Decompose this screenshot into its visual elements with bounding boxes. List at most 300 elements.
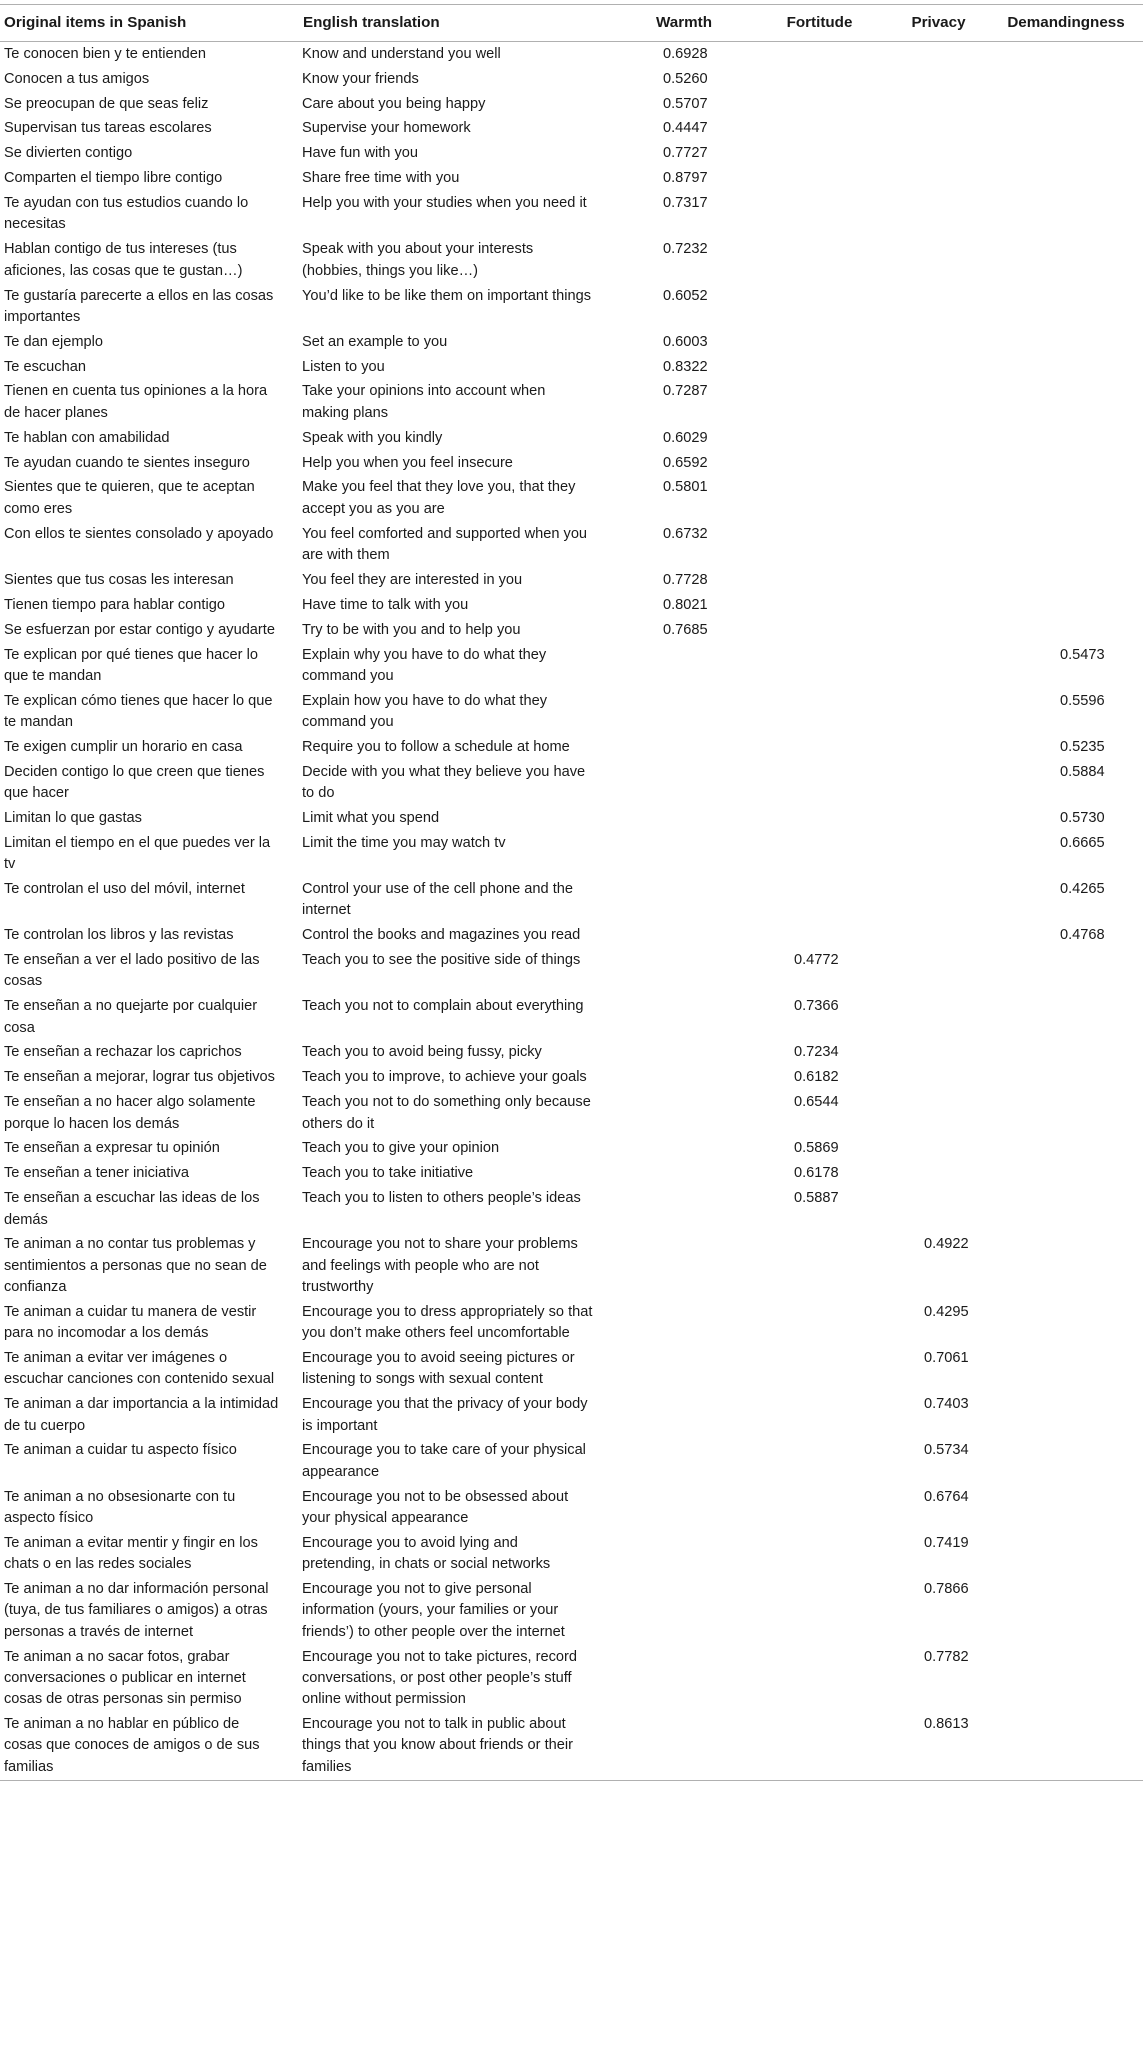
cell-spanish: Te enseñan a rechazar los caprichos bbox=[4, 1044, 242, 1061]
cell-demandingness bbox=[989, 355, 1143, 380]
cell-demandingness bbox=[989, 476, 1143, 522]
cell-fortitude bbox=[751, 426, 888, 451]
cell-spanish: Te enseñan a expresar tu opinión bbox=[4, 1140, 220, 1157]
cell-privacy bbox=[888, 1346, 989, 1392]
cell-demandingness bbox=[989, 593, 1143, 618]
cell-spanish: Te enseñan a mejorar, lograr tus objetivos bbox=[4, 1069, 275, 1086]
cell-privacy bbox=[888, 238, 989, 284]
cell-warmth bbox=[617, 1645, 751, 1712]
cell-spanish: Comparten el tiempo libre contigo bbox=[4, 170, 223, 187]
cell-spanish: Te hablan con amabilidad bbox=[4, 429, 170, 446]
table-row bbox=[0, 1531, 1143, 1577]
cell-demandingness bbox=[989, 877, 1143, 923]
cell-demandingness bbox=[989, 522, 1143, 568]
table-row bbox=[0, 117, 1143, 142]
cell-fortitude bbox=[751, 380, 888, 426]
cell-warmth-value: 0.5707 bbox=[663, 95, 708, 112]
cell-fortitude bbox=[751, 831, 888, 877]
table-row bbox=[0, 142, 1143, 167]
cell-privacy bbox=[888, 877, 989, 923]
cell-warmth-value: 0.7287 bbox=[663, 383, 708, 400]
cell-demandingness bbox=[989, 948, 1143, 994]
cell-demandingness bbox=[989, 1485, 1143, 1531]
cell-spanish: Te animan a no hablar en público de cosas que conoces de amigos o de sus familias bbox=[4, 1716, 260, 1775]
cell-fortitude bbox=[751, 806, 888, 831]
cell-english: Care about you being happy bbox=[302, 95, 486, 112]
table-row bbox=[0, 568, 1143, 593]
header-spanish: Original items in Spanish bbox=[4, 14, 187, 31]
cell-warmth bbox=[617, 67, 751, 92]
cell-privacy-value: 0.7782 bbox=[924, 1648, 969, 1665]
cell-demandingness bbox=[989, 1577, 1143, 1644]
cell-english: Teach you to improve, to achieve your goals bbox=[302, 1069, 587, 1086]
cell-fortitude bbox=[751, 1485, 888, 1531]
cell-fortitude bbox=[751, 92, 888, 117]
cell-privacy-value: 0.7061 bbox=[924, 1350, 969, 1367]
cell-fortitude bbox=[751, 42, 888, 67]
cell-english: You feel they are interested in you bbox=[302, 571, 523, 588]
table-row bbox=[0, 476, 1143, 522]
cell-demandingness-value: 0.5730 bbox=[1060, 809, 1105, 826]
cell-demandingness bbox=[989, 166, 1143, 191]
cell-english: Encourage you not to give personal information (yours, your families or your friends’) to other people over the internet bbox=[302, 1581, 565, 1640]
table-row bbox=[0, 1162, 1143, 1187]
cell-warmth bbox=[617, 618, 751, 643]
cell-warmth bbox=[617, 1137, 751, 1162]
cell-warmth-value: 0.5801 bbox=[663, 479, 708, 496]
cell-english: Help you with your studies when you need it bbox=[302, 195, 587, 212]
cell-privacy bbox=[888, 760, 989, 806]
cell-english: Supervise your homework bbox=[302, 120, 471, 137]
cell-warmth bbox=[617, 42, 751, 67]
cell-english: Encourage you not to share your problems and feelings with people who are not trustworthy bbox=[302, 1236, 578, 1296]
cell-demandingness bbox=[989, 1090, 1143, 1136]
cell-demandingness-value: 0.4265 bbox=[1060, 881, 1105, 898]
cell-english: Decide with you what they believe you have to do bbox=[302, 763, 586, 802]
cell-spanish: Se esfuerzan por estar contigo y ayudarte bbox=[4, 621, 275, 638]
cell-fortitude bbox=[751, 995, 888, 1041]
cell-warmth bbox=[617, 330, 751, 355]
cell-spanish: Te enseñan a no quejarte por cualquier cosa bbox=[4, 998, 258, 1036]
cell-fortitude-value: 0.4772 bbox=[794, 952, 839, 969]
cell-privacy bbox=[888, 1392, 989, 1438]
cell-spanish: Con ellos te sientes consolado y apoyado bbox=[4, 525, 274, 542]
cell-warmth bbox=[617, 1439, 751, 1485]
cell-english: Help you when you feel insecure bbox=[302, 454, 513, 471]
cell-warmth bbox=[617, 1392, 751, 1438]
cell-privacy bbox=[888, 643, 989, 689]
cell-fortitude bbox=[751, 1066, 888, 1091]
cell-privacy bbox=[888, 355, 989, 380]
header-warmth: Warmth bbox=[656, 14, 712, 31]
factor-loadings-table bbox=[0, 4, 1143, 1781]
cell-fortitude bbox=[751, 1439, 888, 1485]
cell-fortitude bbox=[751, 166, 888, 191]
cell-spanish: Te animan a evitar mentir y fingir en los chats o en las redes sociales bbox=[4, 1534, 258, 1573]
cell-fortitude bbox=[751, 1712, 888, 1780]
cell-fortitude bbox=[751, 877, 888, 923]
cell-privacy-value: 0.5734 bbox=[924, 1442, 969, 1459]
cell-fortitude bbox=[751, 330, 888, 355]
cell-privacy bbox=[888, 568, 989, 593]
cell-english: Know your friends bbox=[302, 70, 419, 87]
cell-warmth-value: 0.7685 bbox=[663, 621, 708, 638]
cell-warmth bbox=[617, 735, 751, 760]
cell-warmth bbox=[617, 1066, 751, 1091]
cell-demandingness bbox=[989, 1162, 1143, 1187]
table-row bbox=[0, 643, 1143, 689]
cell-english: Have time to talk with you bbox=[302, 596, 469, 613]
cell-demandingness-value: 0.5473 bbox=[1060, 646, 1105, 663]
table-row bbox=[0, 1485, 1143, 1531]
cell-spanish: Te animan a evitar ver imágenes o escuchar canciones con contenido sexual bbox=[4, 1350, 275, 1388]
cell-fortitude bbox=[751, 593, 888, 618]
table-row bbox=[0, 355, 1143, 380]
cell-demandingness bbox=[989, 689, 1143, 735]
cell-english: Speak with you about your interests (hobbies, things you like…) bbox=[302, 241, 534, 279]
cell-english: Know and understand you well bbox=[302, 45, 501, 62]
table-row bbox=[0, 330, 1143, 355]
cell-spanish: Te animan a cuidar tu manera de vestir para no incomodar a los demás bbox=[4, 1303, 257, 1342]
cell-warmth bbox=[617, 593, 751, 618]
cell-spanish: Conocen a tus amigos bbox=[4, 70, 150, 87]
cell-privacy bbox=[888, 618, 989, 643]
cell-warmth bbox=[617, 451, 751, 476]
cell-fortitude bbox=[751, 522, 888, 568]
cell-demandingness bbox=[989, 284, 1143, 330]
cell-spanish: Se preocupan de que seas feliz bbox=[4, 95, 209, 112]
cell-fortitude bbox=[751, 117, 888, 142]
cell-spanish: Te explican por qué tienes que hacer lo que te mandan bbox=[4, 646, 258, 684]
cell-privacy bbox=[888, 1439, 989, 1485]
cell-warmth bbox=[617, 1346, 751, 1392]
table-row bbox=[0, 166, 1143, 191]
cell-demandingness bbox=[989, 1439, 1143, 1485]
cell-demandingness bbox=[989, 806, 1143, 831]
table-row bbox=[0, 831, 1143, 877]
cell-privacy-value: 0.4295 bbox=[924, 1303, 969, 1320]
cell-demandingness bbox=[989, 426, 1143, 451]
cell-spanish: Te animan a no contar tus problemas y sentimientos a personas que no sean de confianza bbox=[4, 1236, 267, 1296]
cell-fortitude bbox=[751, 67, 888, 92]
cell-fortitude-value: 0.7366 bbox=[794, 998, 839, 1015]
header-fortitude: Fortitude bbox=[786, 14, 853, 31]
cell-fortitude bbox=[751, 923, 888, 948]
cell-demandingness bbox=[989, 1712, 1143, 1780]
cell-spanish: Se divierten contigo bbox=[4, 145, 133, 162]
cell-warmth-value: 0.6003 bbox=[663, 333, 708, 350]
cell-privacy bbox=[888, 1712, 989, 1780]
cell-privacy bbox=[888, 831, 989, 877]
cell-privacy-value: 0.7419 bbox=[924, 1534, 969, 1551]
cell-warmth bbox=[617, 426, 751, 451]
cell-fortitude bbox=[751, 476, 888, 522]
cell-privacy bbox=[888, 923, 989, 948]
cell-spanish: Te enseñan a tener iniciativa bbox=[4, 1165, 189, 1182]
cell-english: Teach you not to do something only because others do it bbox=[302, 1094, 591, 1132]
cell-warmth-value: 0.4447 bbox=[663, 120, 708, 137]
cell-warmth bbox=[617, 191, 751, 237]
cell-privacy bbox=[888, 117, 989, 142]
cell-warmth bbox=[617, 760, 751, 806]
cell-fortitude bbox=[751, 643, 888, 689]
cell-warmth-value: 0.7232 bbox=[663, 241, 708, 258]
cell-fortitude-value: 0.6544 bbox=[794, 1094, 839, 1111]
cell-privacy-value: 0.7403 bbox=[924, 1396, 969, 1413]
cell-spanish: Te animan a cuidar tu aspecto físico bbox=[4, 1442, 237, 1459]
cell-fortitude-value: 0.6182 bbox=[794, 1069, 839, 1086]
cell-demandingness bbox=[989, 643, 1143, 689]
cell-privacy bbox=[888, 1300, 989, 1346]
cell-privacy bbox=[888, 735, 989, 760]
table-row bbox=[0, 191, 1143, 237]
cell-privacy-value: 0.8613 bbox=[924, 1716, 969, 1732]
header-row bbox=[0, 5, 1143, 42]
table-row bbox=[0, 735, 1143, 760]
cell-privacy-value: 0.4922 bbox=[924, 1236, 969, 1253]
table-body bbox=[0, 42, 1143, 1781]
cell-warmth bbox=[617, 643, 751, 689]
cell-privacy bbox=[888, 1162, 989, 1187]
cell-fortitude-value: 0.7234 bbox=[794, 1044, 839, 1061]
cell-demandingness bbox=[989, 995, 1143, 1041]
cell-demandingness bbox=[989, 42, 1143, 67]
cell-spanish: Sientes que te quieren, que te aceptan como eres bbox=[4, 479, 255, 517]
cell-spanish: Te gustaría parecerte a ellos en las cosas importantes bbox=[4, 287, 274, 325]
cell-fortitude bbox=[751, 760, 888, 806]
table-row bbox=[0, 877, 1143, 923]
cell-fortitude bbox=[751, 355, 888, 380]
header-privacy: Privacy bbox=[911, 14, 966, 31]
table-row bbox=[0, 948, 1143, 994]
cell-english: Teach you not to complain about everything bbox=[302, 998, 584, 1015]
cell-english: Encourage you that the privacy of your body is important bbox=[302, 1396, 588, 1434]
cell-english: Explain how you have to do what they command you bbox=[302, 692, 548, 730]
cell-warmth-value: 0.7727 bbox=[663, 145, 708, 162]
cell-demandingness bbox=[989, 1645, 1143, 1712]
cell-english: Limit what you spend bbox=[302, 809, 440, 826]
cell-warmth bbox=[617, 1485, 751, 1531]
cell-fortitude bbox=[751, 1186, 888, 1232]
table-row bbox=[0, 67, 1143, 92]
cell-privacy bbox=[888, 330, 989, 355]
cell-warmth bbox=[617, 380, 751, 426]
cell-spanish: Te enseñan a ver el lado positivo de las cosas bbox=[4, 952, 260, 990]
cell-warmth bbox=[617, 166, 751, 191]
table-row bbox=[0, 593, 1143, 618]
cell-fortitude-value: 0.5887 bbox=[794, 1190, 839, 1207]
cell-fortitude bbox=[751, 1233, 888, 1300]
cell-demandingness bbox=[989, 831, 1143, 877]
cell-spanish: Te controlan el uso del móvil, internet bbox=[4, 881, 245, 898]
cell-english: You feel comforted and supported when you are with them bbox=[302, 525, 588, 563]
cell-english: Control the books and magazines you read bbox=[302, 927, 581, 944]
cell-english: You’d like to be like them on important things bbox=[302, 287, 592, 304]
cell-warmth bbox=[617, 923, 751, 948]
cell-warmth bbox=[617, 877, 751, 923]
cell-english: Take your opinions into account when making plans bbox=[302, 383, 546, 421]
table-row bbox=[0, 1577, 1143, 1644]
cell-privacy bbox=[888, 426, 989, 451]
cell-privacy bbox=[888, 191, 989, 237]
cell-warmth bbox=[617, 238, 751, 284]
cell-english: Teach you to take initiative bbox=[302, 1165, 474, 1182]
cell-fortitude bbox=[751, 1645, 888, 1712]
cell-english: Have fun with you bbox=[302, 145, 419, 162]
cell-demandingness bbox=[989, 1531, 1143, 1577]
cell-demandingness bbox=[989, 380, 1143, 426]
table-row bbox=[0, 1137, 1143, 1162]
cell-spanish: Tienen tiempo para hablar contigo bbox=[4, 596, 225, 613]
cell-demandingness bbox=[989, 735, 1143, 760]
cell-spanish: Te conocen bien y te entienden bbox=[4, 45, 207, 62]
cell-english: Encourage you not to talk in public about things that you know about friends or their families bbox=[302, 1716, 573, 1775]
cell-privacy bbox=[888, 451, 989, 476]
cell-english: Encourage you not to take pictures, record conversations, or post other people’s stuff online without permission bbox=[302, 1648, 578, 1708]
cell-fortitude bbox=[751, 618, 888, 643]
cell-english: Try to be with you and to help you bbox=[302, 621, 521, 638]
cell-demandingness bbox=[989, 923, 1143, 948]
cell-warmth bbox=[617, 1577, 751, 1644]
cell-privacy bbox=[888, 593, 989, 618]
cell-english: Speak with you kindly bbox=[302, 429, 443, 446]
table-row bbox=[0, 238, 1143, 284]
cell-english: Encourage you to take care of your physical appearance bbox=[302, 1442, 586, 1480]
cell-warmth bbox=[617, 117, 751, 142]
cell-warmth bbox=[617, 1712, 751, 1780]
cell-privacy bbox=[888, 67, 989, 92]
cell-fortitude bbox=[751, 1346, 888, 1392]
cell-privacy bbox=[888, 995, 989, 1041]
cell-privacy bbox=[888, 1577, 989, 1644]
table-row bbox=[0, 451, 1143, 476]
cell-english: Explain why you have to do what they command you bbox=[302, 646, 547, 684]
table-row bbox=[0, 1300, 1143, 1346]
cell-fortitude bbox=[751, 1162, 888, 1187]
cell-english: Encourage you to avoid lying and pretending, in chats or social networks bbox=[302, 1534, 551, 1573]
cell-privacy bbox=[888, 1066, 989, 1091]
cell-spanish: Te escuchan bbox=[4, 358, 86, 375]
cell-demandingness-value: 0.4768 bbox=[1060, 927, 1105, 944]
table-row bbox=[0, 284, 1143, 330]
table-row bbox=[0, 426, 1143, 451]
cell-fortitude bbox=[751, 451, 888, 476]
cell-privacy bbox=[888, 1041, 989, 1066]
cell-demandingness bbox=[989, 1137, 1143, 1162]
table-row bbox=[0, 1645, 1143, 1712]
cell-english: Control your use of the cell phone and the internet bbox=[302, 881, 573, 919]
cell-fortitude bbox=[751, 191, 888, 237]
table-row bbox=[0, 1439, 1143, 1485]
table-row bbox=[0, 42, 1143, 67]
cell-demandingness bbox=[989, 67, 1143, 92]
cell-spanish: Te controlan los libros y las revistas bbox=[4, 927, 234, 944]
table-row bbox=[0, 806, 1143, 831]
table-row bbox=[0, 1392, 1143, 1438]
cell-privacy bbox=[888, 1645, 989, 1712]
table-row bbox=[0, 1041, 1143, 1066]
cell-spanish: Te animan a no dar información personal (tuya, de tus familiares o amigos) a otras personas a través de internet bbox=[4, 1581, 269, 1640]
cell-privacy bbox=[888, 806, 989, 831]
cell-privacy bbox=[888, 42, 989, 67]
cell-warmth bbox=[617, 806, 751, 831]
table-row bbox=[0, 923, 1143, 948]
table-row bbox=[0, 522, 1143, 568]
cell-english: Teach you to give your opinion bbox=[302, 1140, 500, 1157]
cell-fortitude-value: 0.5869 bbox=[794, 1140, 839, 1157]
cell-warmth-value: 0.6928 bbox=[663, 45, 708, 62]
cell-warmth bbox=[617, 995, 751, 1041]
cell-spanish: Te enseñan a no hacer algo solamente porque lo hacen los demás bbox=[4, 1094, 256, 1132]
cell-warmth bbox=[617, 1186, 751, 1232]
cell-english: Set an example to you bbox=[302, 333, 448, 350]
cell-fortitude-value: 0.6178 bbox=[794, 1165, 839, 1182]
cell-spanish: Limitan el tiempo en el que puedes ver la tv bbox=[4, 834, 271, 873]
cell-english: Teach you to listen to others people’s ideas bbox=[302, 1190, 581, 1207]
cell-demandingness-value: 0.5884 bbox=[1060, 763, 1105, 780]
header-demandingness: Demandingness bbox=[1007, 14, 1125, 31]
cell-english: Teach you to see the positive side of things bbox=[302, 952, 581, 969]
cell-privacy bbox=[888, 948, 989, 994]
cell-fortitude bbox=[751, 1090, 888, 1136]
cell-warmth-value: 0.6592 bbox=[663, 454, 708, 471]
cell-spanish: Te ayudan con tus estudios cuando lo necesitas bbox=[4, 195, 249, 233]
cell-privacy bbox=[888, 1186, 989, 1232]
cell-spanish: Te ayudan cuando te sientes inseguro bbox=[4, 454, 250, 471]
cell-fortitude bbox=[751, 568, 888, 593]
cell-english: Encourage you not to be obsessed about your physical appearance bbox=[302, 1488, 569, 1526]
cell-demandingness bbox=[989, 760, 1143, 806]
cell-demandingness-value: 0.6665 bbox=[1060, 834, 1105, 851]
cell-fortitude bbox=[751, 284, 888, 330]
cell-privacy bbox=[888, 166, 989, 191]
cell-demandingness bbox=[989, 618, 1143, 643]
table-row bbox=[0, 1233, 1143, 1300]
cell-warmth bbox=[617, 142, 751, 167]
cell-spanish: Te animan a no sacar fotos, grabar conversaciones o publicar en internet cosas de otras personas sin permiso bbox=[4, 1648, 246, 1708]
cell-warmth bbox=[617, 476, 751, 522]
cell-privacy bbox=[888, 1137, 989, 1162]
cell-english: Encourage you to dress appropriately so that you don’t make others feel uncomfortable bbox=[302, 1303, 593, 1342]
cell-english: Share free time with you bbox=[302, 170, 460, 187]
cell-warmth bbox=[617, 92, 751, 117]
cell-warmth bbox=[617, 831, 751, 877]
cell-english: Limit the time you may watch tv bbox=[302, 834, 506, 851]
cell-fortitude bbox=[751, 1300, 888, 1346]
cell-privacy bbox=[888, 476, 989, 522]
cell-privacy bbox=[888, 92, 989, 117]
cell-demandingness bbox=[989, 1186, 1143, 1232]
cell-demandingness bbox=[989, 1233, 1143, 1300]
cell-warmth-value: 0.5260 bbox=[663, 70, 708, 87]
cell-spanish: Te exigen cumplir un horario en casa bbox=[4, 738, 243, 755]
cell-fortitude bbox=[751, 142, 888, 167]
cell-spanish: Supervisan tus tareas escolares bbox=[4, 120, 212, 137]
cell-privacy bbox=[888, 380, 989, 426]
table-row bbox=[0, 92, 1143, 117]
cell-demandingness bbox=[989, 117, 1143, 142]
cell-privacy bbox=[888, 142, 989, 167]
table-row bbox=[0, 1090, 1143, 1136]
cell-privacy bbox=[888, 689, 989, 735]
cell-demandingness bbox=[989, 330, 1143, 355]
cell-fortitude bbox=[751, 1577, 888, 1644]
cell-warmth-value: 0.6052 bbox=[663, 287, 708, 304]
cell-warmth-value: 0.8322 bbox=[663, 358, 708, 375]
table-row bbox=[0, 1346, 1143, 1392]
cell-demandingness bbox=[989, 191, 1143, 237]
table-row bbox=[0, 1066, 1143, 1091]
